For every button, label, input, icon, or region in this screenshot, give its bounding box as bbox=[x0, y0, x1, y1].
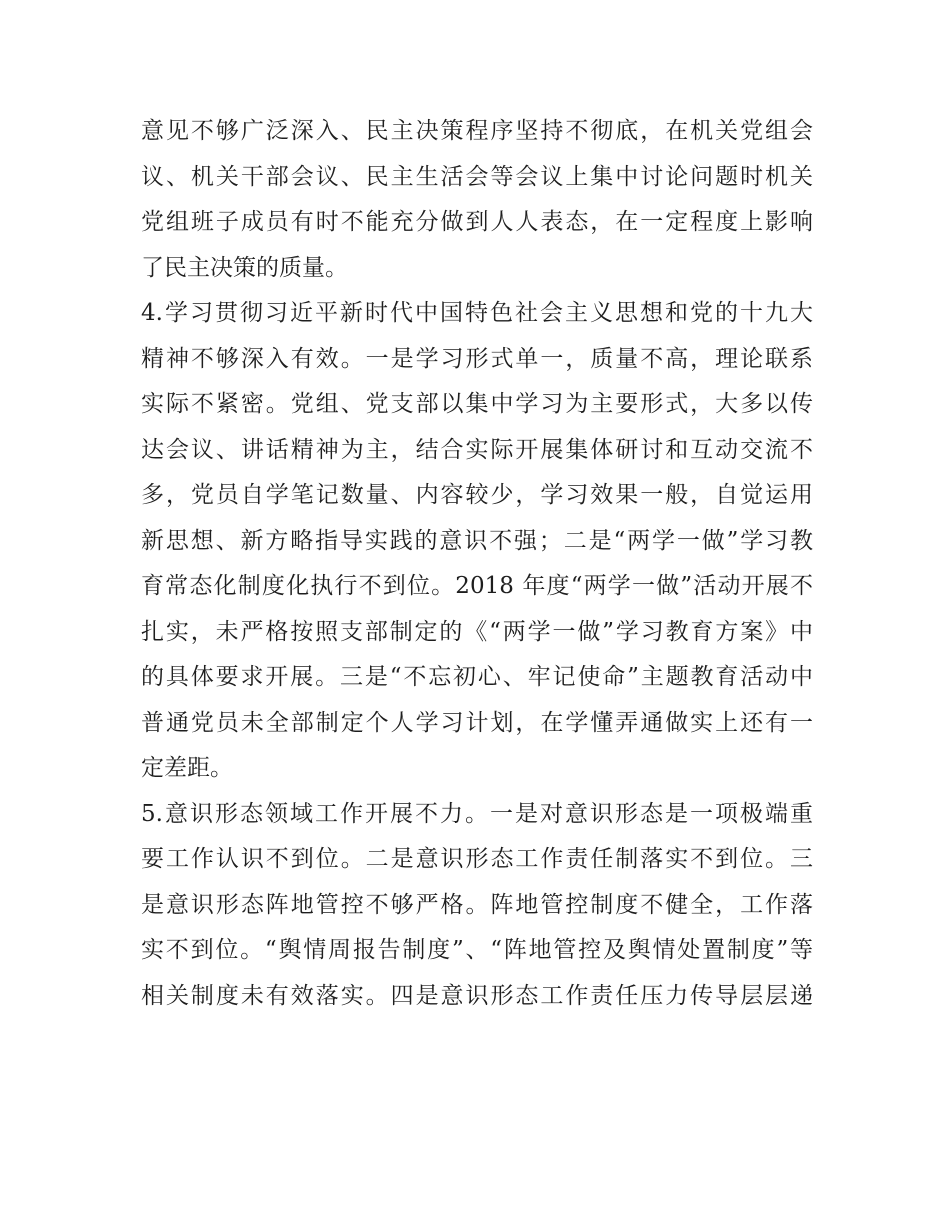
text-line: 5.意识形态领域工作开展不力。一是对意识形态是一项极端重 bbox=[141, 800, 813, 827]
text-line: 达会议、讲话精神为主，结合实际开展集体研讨和互动交流不 bbox=[141, 436, 813, 463]
text-line: 党组班子成员有时不能充分做到人人表态，在一定程度上影响 bbox=[141, 209, 813, 235]
text-line: 的具体要求开展。三是“不忘初心、牢记使命”主题教育活动中 bbox=[141, 664, 813, 690]
text-line: 精神不够深入有效。一是学习形式单一，质量不高，理论联系 bbox=[141, 345, 813, 372]
document-body bbox=[141, 109, 813, 1019]
text-line: 定差距。 bbox=[141, 755, 233, 781]
text-line: 4.学习贯彻习近平新时代中国特色社会主义思想和党的十九大 bbox=[141, 300, 813, 326]
text-line: 新思想、新方略指导实践的意识不强；二是“两学一做”学习教 bbox=[141, 527, 813, 554]
text-line: 议、机关干部会议、民主生活会等会议上集中讨论问题时机关 bbox=[141, 163, 813, 190]
text-line: 意见不够广泛深入、民主决策程序坚持不彻底，在机关党组会 bbox=[141, 118, 813, 144]
text-line: 扎实，未严格按照支部制定的《“两学一做”学习教育方案》中 bbox=[141, 618, 813, 645]
text-line: 了民主决策的质量。 bbox=[141, 254, 348, 281]
text-line: 相关制度未有效落实。四是意识形态工作责任压力传导层层递 bbox=[141, 982, 813, 1009]
text-line: 实际不紧密。党组、党支部以集中学习为主要形式，大多以传 bbox=[141, 391, 813, 417]
text-line: 普通党员未全部制定个人学习计划，在学懂弄通做实上还有一 bbox=[141, 709, 813, 736]
text-line: 是意识形态阵地管控不够严格。阵地管控制度不健全，工作落 bbox=[141, 891, 813, 918]
text-line: 多，党员自学笔记数量、内容较少，学习效果一般，自觉运用 bbox=[141, 482, 813, 508]
text-line: 要工作认识不到位。二是意识形态工作责任制落实不到位。三 bbox=[141, 846, 813, 872]
text-line: 实不到位。“舆情周报告制度”、“阵地管控及舆情处置制度”等 bbox=[141, 937, 813, 963]
text-line: 育常态化制度化执行不到位。2018 年度“两学一做”活动开展不 bbox=[141, 573, 813, 599]
